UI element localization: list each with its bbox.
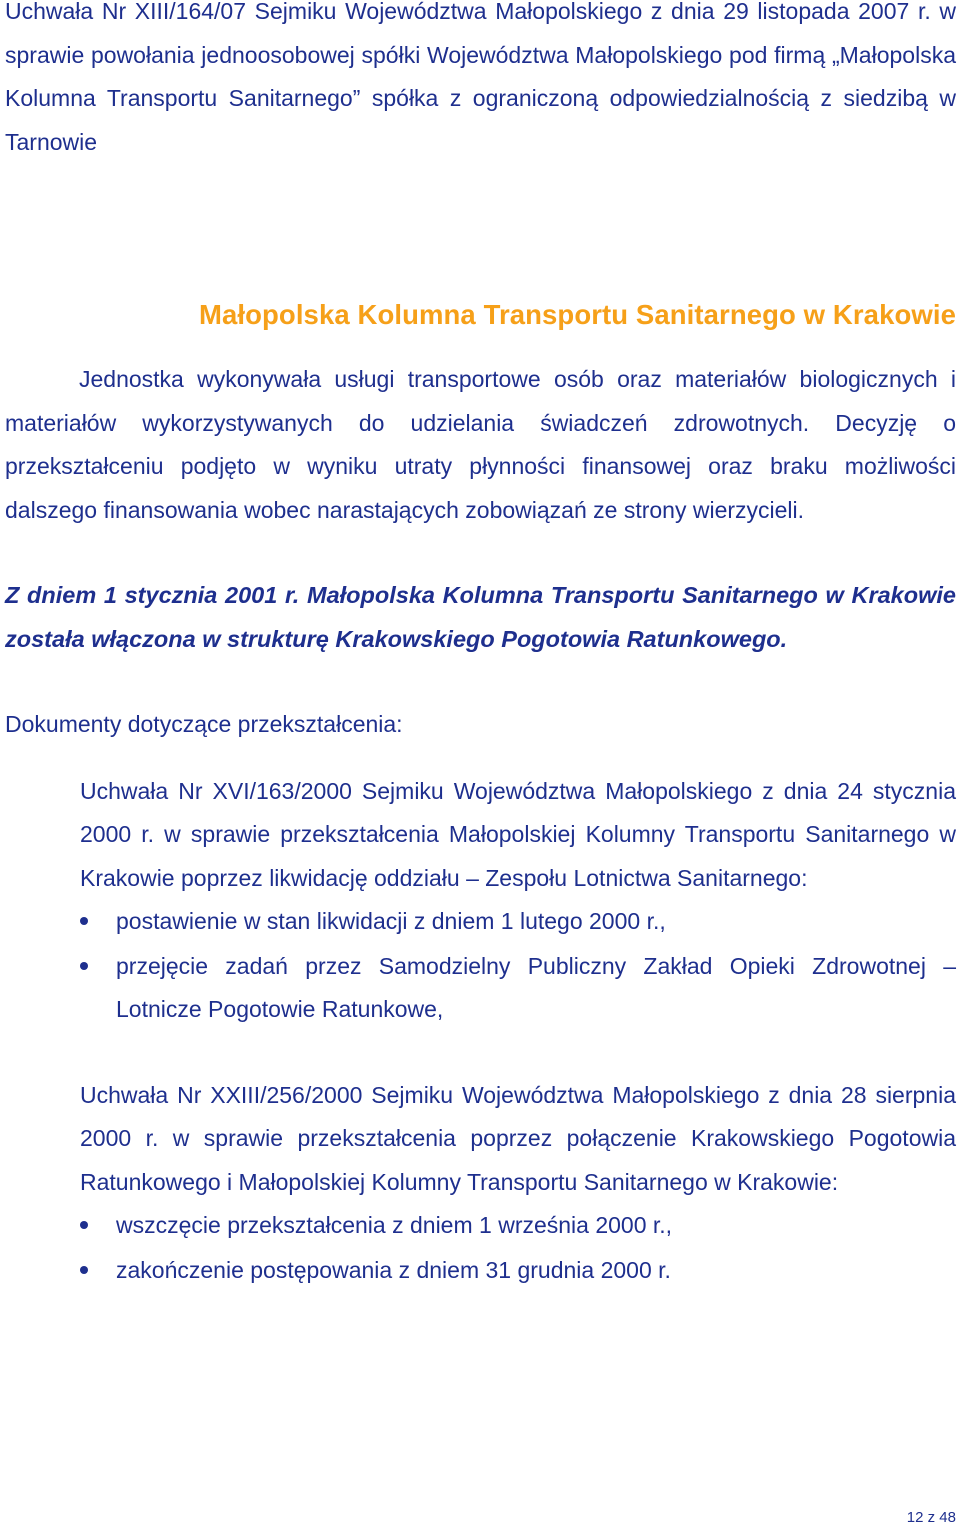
docs-heading: Dokumenty dotyczące przekształcenia: xyxy=(5,711,403,737)
bullet-icon xyxy=(80,1266,88,1274)
document-page xyxy=(5,0,956,1293)
list-item xyxy=(80,1249,956,1293)
list-item-text: wszczęcie przekształcenia z dniem 1 września 2000 r., xyxy=(116,1212,673,1238)
list-item-text: przejęcie zadań przez Samodzielny Publiczny Zakład Opieki Zdrowotnej – Lotnicze Pogotowie Ratunkowe, xyxy=(116,952,956,1022)
bullet-list xyxy=(80,1204,956,1292)
merger-note: Z dniem 1 stycznia 2001 r. Małopolska Kolumna Transportu Sanitarnego w Krakowie została włączona w strukturę Krakowskiego Pogotowia Ratunkowego. xyxy=(5,582,956,652)
list-item xyxy=(80,945,956,1032)
description-paragraph: Jednostka wykonywała usługi transportowe osób oraz materiałów biologicznych i materiałów wykorzystywanych do udzielania świadczeń zdrowotnych. Decyzję o przekształceniu podjęto w wyniku utraty płynności finansowej oraz braku możliwości dalszego finansowania wobec narastających zobowiązań ze strony wierzycieli. xyxy=(5,366,956,523)
document-text: Uchwała Nr XXIII/256/2000 Sejmiku Województwa Małopolskiego z dnia 28 sierpnia 2000 r. w sprawie przekształcenia poprzez połączenie Krakowskiego Pogotowia Ratunkowego i Małopolskiej Kolumny Transportu Sanitarnego w Krakowie: xyxy=(80,1081,956,1195)
page-number: 12 z 48 xyxy=(906,1509,956,1526)
list-item xyxy=(80,900,956,944)
bullet-icon xyxy=(80,917,88,925)
intro-paragraph: Uchwała Nr XIII/164/07 Sejmiku Województwa Małopolskiego z dnia 29 listopada 2007 r. w sprawie powołania jednoosobowej spółki Województwa Małopolskiego pod firmą „Małopolska Kolumna Transportu Sanitarnego” spółka z ograniczoną odpowiedzialnością z siedzibą w Tarnowie xyxy=(5,0,956,155)
bullet-list xyxy=(80,900,956,1032)
document-entry xyxy=(5,770,956,1032)
bullet-icon xyxy=(80,1221,88,1229)
list-item-text: zakończenie postępowania z dniem 31 grudnia 2000 r. xyxy=(116,1256,671,1283)
document-entry xyxy=(5,1074,956,1293)
list-item-text: postawienie w stan likwidacji z dniem 1 lutego 2000 r., xyxy=(116,908,666,934)
bullet-icon xyxy=(80,962,88,970)
section-title: Małopolska Kolumna Transportu Sanitarnego w Krakowie xyxy=(198,299,956,330)
document-text: Uchwała Nr XVI/163/2000 Sejmiku Województwa Małopolskiego z dnia 24 stycznia 2000 r. w sprawie przekształcenia Małopolskiej Kolumny Transportu Sanitarnego w Krakowie poprzez likwidację oddziału – Zespołu Lotnictwa Sanitarnego: xyxy=(80,777,956,891)
list-item xyxy=(80,1204,956,1248)
